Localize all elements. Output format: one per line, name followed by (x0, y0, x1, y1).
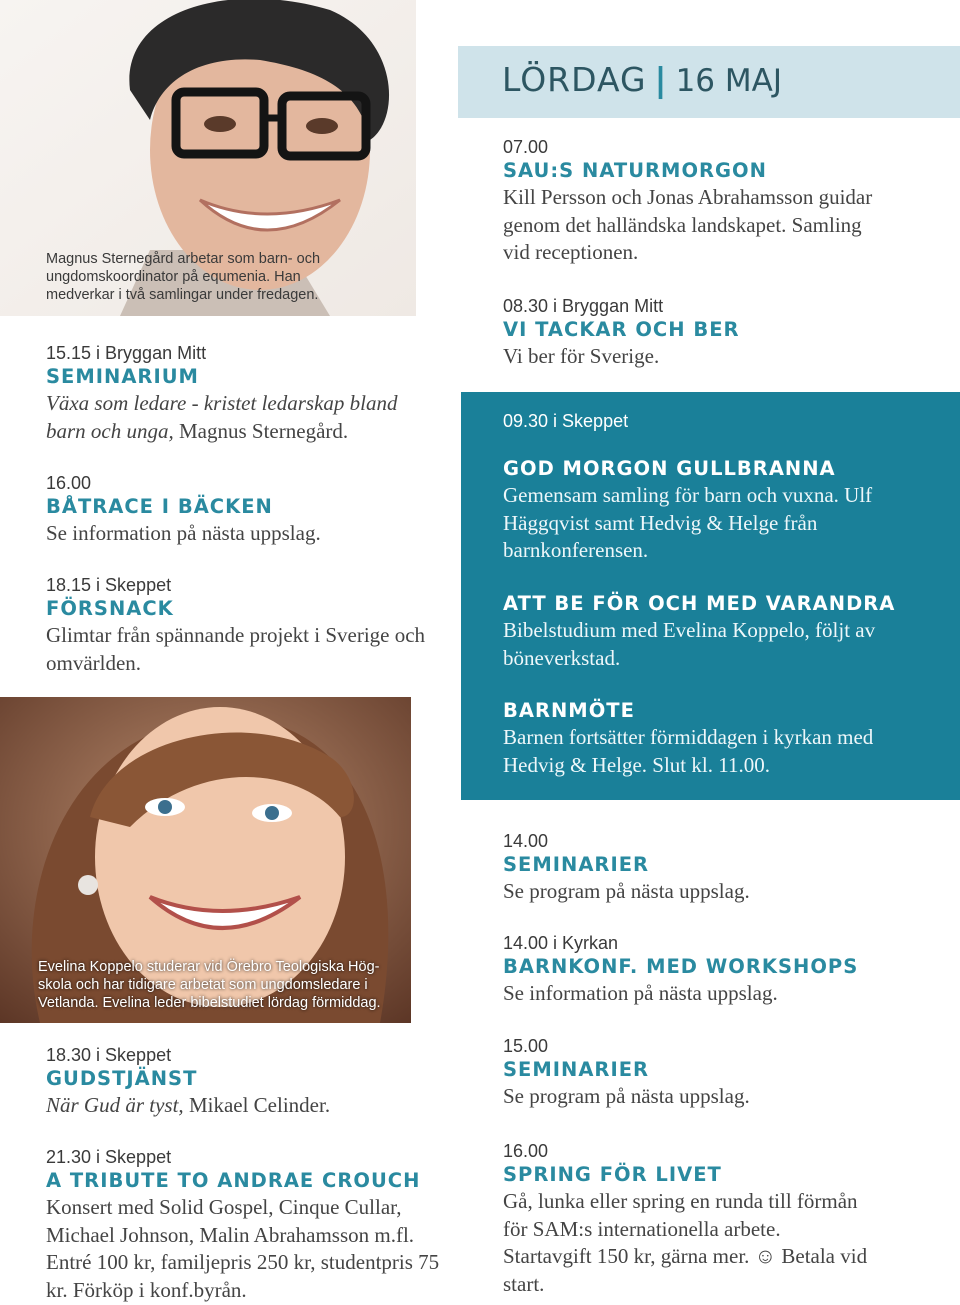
event-time: 16.00 (503, 1141, 549, 1161)
event-seminarium (46, 342, 426, 445)
event-title: ATT BE FÖR OCH MED VARANDRA (503, 592, 896, 615)
event-time: 08.30 i Bryggan Mitt (503, 296, 664, 316)
event-description: Gå, lunka eller spring en runda till förmån för SAM:s internationella arbete. Startavgift 150 kr, gärna mer. ☺ Betala vid start. (503, 1189, 868, 1296)
event-barnkonf (503, 932, 943, 1008)
event-time: 21.30 i Skeppet (46, 1147, 172, 1167)
day-header (458, 46, 960, 118)
day-separator: | (654, 60, 668, 99)
magnus-caption: Magnus Sternegård arbetar som barn- och ungdomskoordinator på equmenia. Han medverkar i två samlingar under fredagen. (46, 251, 321, 303)
event-description: Se program på nästa uppslag. (503, 1084, 750, 1108)
event-description: Kill Persson och Jonas Abrahamsson guidar genom det halländska landskapet. Samling vid receptionen. (503, 185, 873, 264)
event-title: SAU:S NATURMORGON (503, 159, 767, 182)
event-title: A TRIBUTE TO ANDRAE CROUCH (46, 1169, 421, 1192)
teal-time (503, 410, 628, 432)
event-description: Vi ber för Sverige. (503, 344, 660, 368)
event-att-be (503, 591, 943, 672)
event-title: SEMINARIER (503, 853, 650, 876)
event-title: GOD MORGON GULLBRANNA (503, 457, 836, 480)
event-description: Se program på nästa uppslag. (503, 879, 750, 903)
event-barnmote (503, 698, 943, 779)
event-title: SPRING FÖR LIVET (503, 1163, 722, 1186)
event-seminarier-1500 (503, 1035, 943, 1111)
event-description: Se information på nästa uppslag. (503, 981, 778, 1005)
day-title (502, 60, 782, 99)
event-title: SEMINARIER (503, 1058, 650, 1081)
evelina-caption: Evelina Koppelo studerar vid Örebro Teologiska Hög-skola och har tidigare arbetat som ungdomsledare i Vetlanda. Evelina leder bibelstudiet lördag förmiddag. (38, 959, 381, 1011)
event-time: 18.30 i Skeppet (46, 1045, 172, 1065)
event-title: BARNKONF. MED WORKSHOPS (503, 955, 859, 978)
day-date: 16 MAJ (675, 63, 782, 99)
event-time: 15.15 i Bryggan Mitt (46, 343, 207, 363)
event-tribute (46, 1146, 446, 1304)
event-time: 09.30 i Skeppet (503, 411, 629, 431)
event-description: Bibelstudium med Evelina Koppelo, följt av böneverkstad. (503, 618, 876, 670)
event-spring-for-livet (503, 1140, 943, 1298)
event-title: GUDSTJÄNST (46, 1067, 198, 1090)
event-title: FÖRSNACK (46, 597, 174, 620)
event-time: 16.00 (46, 473, 92, 493)
event-god-morgon (503, 456, 943, 565)
event-title: BÅTRACE I BÄCKEN (46, 495, 273, 518)
event-time: 14.00 i Kyrkan (503, 933, 619, 953)
event-description: Se information på nästa uppslag. (46, 521, 321, 545)
event-time: 15.00 (503, 1036, 549, 1056)
event-time: 07.00 (503, 137, 549, 157)
day-name: LÖRDAG (502, 60, 647, 99)
event-title: SEMINARIUM (46, 365, 199, 388)
event-description: Konsert med Solid Gospel, Cinque Cullar, Michael Johnson, Malin Abrahamsson m.fl. Entré 100 kr, familjepris 250 kr, studentpris 75 kr. Förköp i konf.byrån. (46, 1195, 440, 1302)
event-forsnack (46, 574, 426, 677)
event-description: När Gud är tyst, Mikael Celinder. (46, 1093, 331, 1117)
event-gudstjanst (46, 1044, 426, 1120)
event-seminarier-1400 (503, 830, 943, 906)
event-description: Barnen fortsätter förmiddagen i kyrkan med Hedvig & Helge. Slut kl. 11.00. (503, 725, 874, 777)
event-description: Gemensam samling för barn och vuxna. Ulf Häggqvist samt Hedvig & Helge från barnkonferensen. (503, 483, 873, 562)
event-naturmorgon (503, 136, 943, 267)
event-title: VI TACKAR OCH BER (503, 318, 740, 341)
morning-program-box (461, 392, 960, 800)
event-time: 14.00 (503, 831, 549, 851)
event-description: Växa som ledare - kristet ledarskap bland barn och unga, Magnus Sternegård. (46, 391, 398, 443)
event-vi-tackar (503, 295, 943, 371)
event-description: Glimtar från spännande projekt i Sverige och omvärlden. (46, 623, 426, 675)
event-batrace (46, 472, 426, 548)
event-title: BARNMÖTE (503, 699, 635, 722)
event-time: 18.15 i Skeppet (46, 575, 172, 595)
